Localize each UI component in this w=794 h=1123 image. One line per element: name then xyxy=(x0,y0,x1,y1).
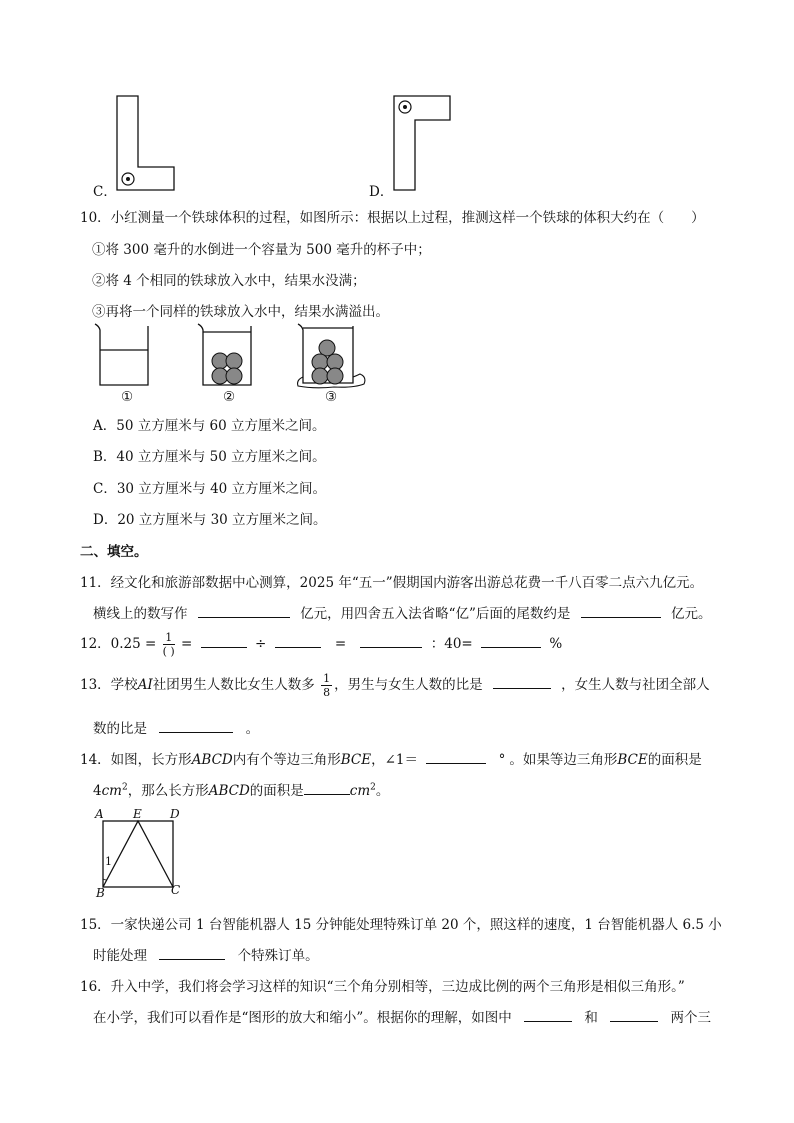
cup-label-1: ① xyxy=(121,389,134,405)
q11-blank2[interactable] xyxy=(581,603,661,618)
q12-blank4[interactable] xyxy=(481,633,541,648)
q15-line1: 15．一家快递公司 1 台智能机器人 15 分钟能处理特殊订单 20 个，照这样的速度，1 台智能机器人 6.5 小 xyxy=(80,917,722,933)
q15-line2: 时能处理 个特殊订单。 xyxy=(93,944,319,964)
q13-line1: 13．学校AI社团男生人数比女生人数多 $\frac{1}{8}$ ，男生与女生人数的比是 ，女生人数与社团全部人 xyxy=(80,672,710,699)
section-heading: 二、填空。 xyxy=(80,544,148,560)
cup-figure-2 xyxy=(196,322,258,388)
q12-fraction: $\frac{1}{( )}$ xyxy=(162,631,175,658)
q16-blank1[interactable] xyxy=(524,1007,572,1022)
q13-fraction: $\frac{1}{8}$ xyxy=(323,672,331,699)
option-c-figure xyxy=(116,95,178,193)
q14-line1: 14．如图，长方形ABCD内有个等边三角形BCE，∠1＝ ° 。如果等边三角形BCE的面积是 xyxy=(80,748,702,768)
q12-blank3[interactable] xyxy=(360,633,422,648)
q11-blank1[interactable] xyxy=(198,603,290,618)
cup-figure-1 xyxy=(93,322,155,388)
label-C: C xyxy=(171,883,181,897)
q16-blank2[interactable] xyxy=(610,1007,658,1022)
q14-blank1[interactable] xyxy=(426,749,486,764)
angle-label-1: 1 xyxy=(105,855,112,868)
q10-step1: ①将 300 毫升的水倒进一个容量为 500 毫升的杯子中； xyxy=(92,242,431,258)
cup-label-2: ② xyxy=(223,389,236,405)
q11-line2: 横线上的数写作 亿元，用四舍五入法省略“亿”后面的尾数约是 亿元。 xyxy=(93,602,712,622)
q10-option-b[interactable]: B．40 立方厘米与 50 立方厘米之间。 xyxy=(93,449,326,465)
cup-label-3: ③ xyxy=(325,389,338,405)
option-d-label: D． xyxy=(369,184,394,200)
q12-blank1[interactable] xyxy=(201,633,247,648)
q10-stem: 10．小红测量一个铁球体积的过程，如图所示：根据以上过程，推测这样一个铁球的体积大约在（ ） xyxy=(80,210,705,226)
q10-option-a[interactable]: A．50 立方厘米与 60 立方厘米之间。 xyxy=(93,418,326,434)
label-D: D xyxy=(170,807,180,821)
q13-blank1[interactable] xyxy=(493,674,551,689)
q10-step2: ②将 4 个相同的铁球放入水中，结果水没满； xyxy=(92,273,366,289)
label-A: A xyxy=(95,807,104,821)
q10-option-d[interactable]: D．20 立方厘米与 30 立方厘米之间。 xyxy=(93,512,327,528)
q14-line2: $4cm^2$，那么长方形ABCD的面积是 $cm^2$。 xyxy=(93,779,389,799)
q15-blank[interactable] xyxy=(159,945,225,960)
label-E: E xyxy=(133,807,142,821)
q13-blank2[interactable] xyxy=(159,718,233,733)
q11-line1: 11．经文化和旅游部数据中心测算，2025 年“五一”假期国内游客出游总花费一千八百零二点六九亿元。 xyxy=(80,575,704,591)
q10-option-c[interactable]: C．30 立方厘米与 40 立方厘米之间。 xyxy=(93,481,327,497)
q13-line2: 数的比是 。 xyxy=(93,717,259,737)
q10-step3: ③再将一个同样的铁球放入水中，结果水满溢出。 xyxy=(92,304,389,320)
q16-line1: 16．升入中学，我们将会学习这样的知识“三个角分别相等，三边成比例的两个三角形是相似三角形。” xyxy=(80,979,685,995)
q12-line: 12．0.25 = $\frac{1}{( )}$ = ÷ = ：40= % xyxy=(80,631,563,658)
option-d-figure xyxy=(393,95,453,193)
label-B: B xyxy=(96,886,105,900)
q14-blank2[interactable] xyxy=(304,780,350,795)
cup-figure-3 xyxy=(294,322,370,390)
q12-blank2[interactable] xyxy=(275,633,321,648)
q16-line2: 在小学，我们可以看作是“图形的放大和缩小”。根据你的理解，如图中 和 两个三 xyxy=(93,1006,711,1026)
option-c-label: C． xyxy=(93,184,117,200)
